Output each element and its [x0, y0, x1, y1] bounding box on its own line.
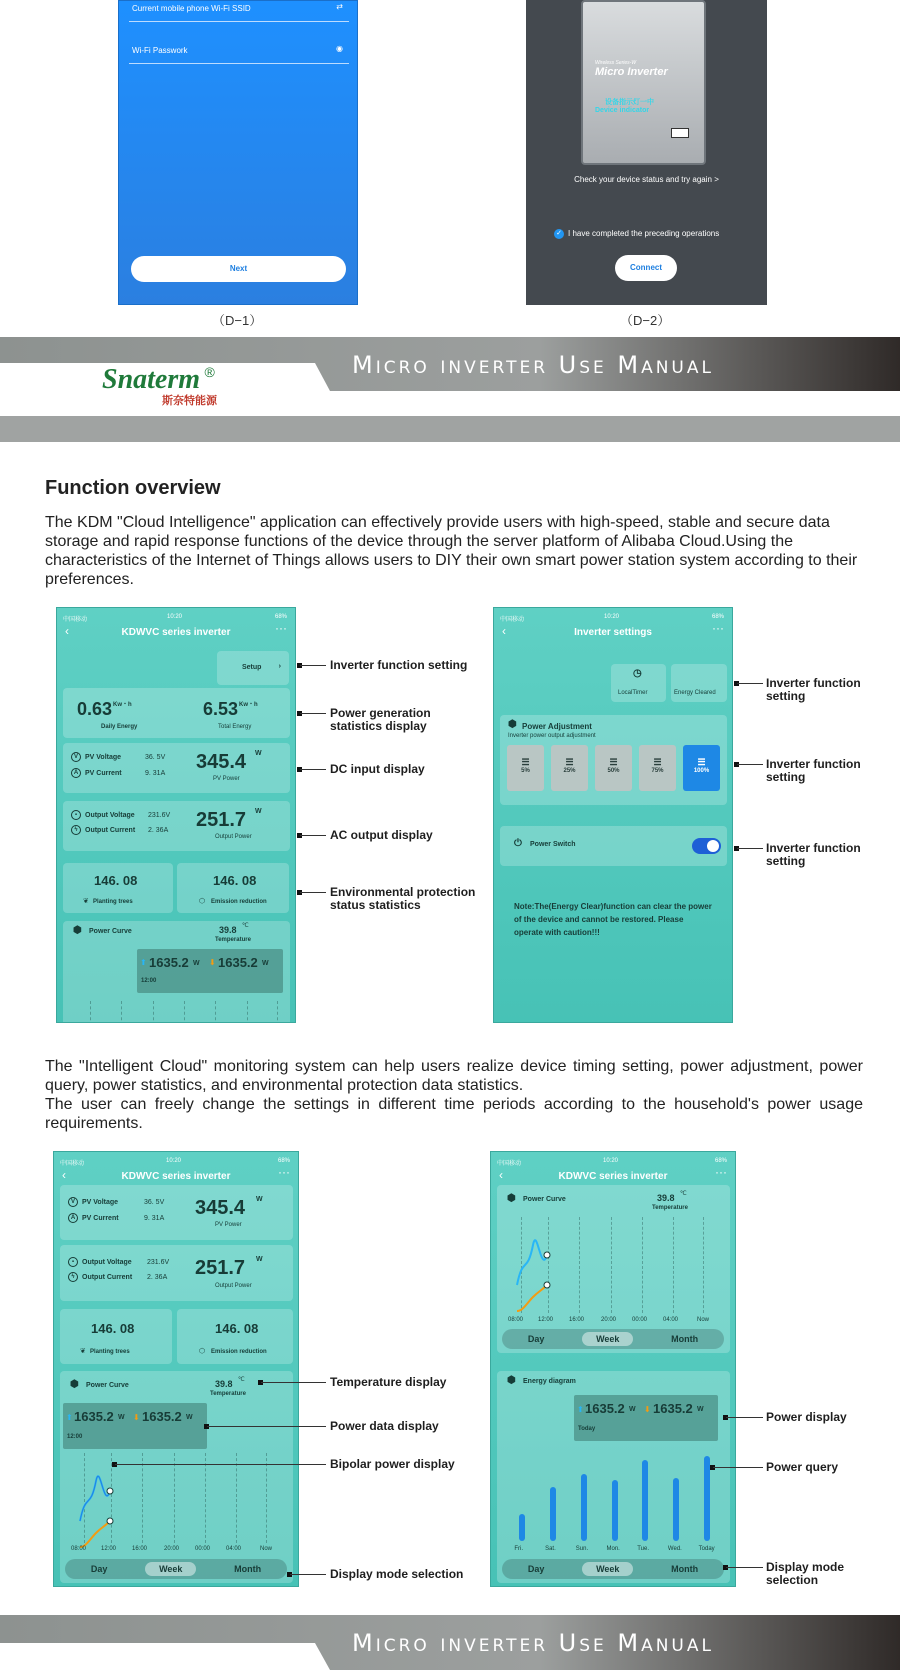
tick-label: Now: [260, 1546, 273, 1552]
setup-button[interactable]: [217, 651, 289, 685]
carrier: 中国移动: [63, 617, 88, 623]
callout-env: Environmental protection status statistics: [330, 885, 476, 912]
adjust-sub: Inverter power output adjustment: [508, 733, 596, 739]
out-power-value: 251.7: [195, 1257, 246, 1279]
pct-25[interactable]: ☰ 25%: [551, 745, 588, 791]
out-current-label: Output Current: [82, 1273, 133, 1281]
dc-card: [60, 1185, 293, 1240]
chevron-right-icon: ›: [278, 663, 281, 670]
qr-icon: [671, 128, 689, 138]
cube-icon: ⬢: [70, 1379, 79, 1390]
callout-line: [207, 1426, 326, 1427]
out-voltage-label: Output Voltage: [85, 811, 135, 819]
cube-icon: ⬢: [508, 719, 517, 730]
caption-d2: （D−2）: [620, 313, 671, 328]
more-icon[interactable]: ···: [275, 621, 287, 635]
back-icon[interactable]: ‹: [502, 624, 506, 638]
out-current-value: 2. 36A: [147, 1274, 168, 1281]
temp-value: 39.8: [657, 1193, 675, 1203]
power-toggle[interactable]: [692, 838, 721, 854]
pv-current-value: 9. 31A: [145, 770, 166, 777]
temp-unit: ℃: [680, 1191, 687, 1197]
pwd-field[interactable]: [129, 63, 349, 64]
energy-card: [63, 688, 290, 738]
voltage-icon: V: [71, 752, 81, 762]
setup-label: Setup: [242, 664, 262, 671]
energy-bar[interactable]: [581, 1474, 587, 1542]
power-data-box: [574, 1395, 718, 1441]
pv-power-label: PV Power: [213, 776, 240, 782]
battery: 68%: [277, 1158, 290, 1164]
pv-power-value: 345.4: [195, 1197, 246, 1219]
out-power-unit: W: [256, 1256, 263, 1263]
cube-icon: ⬢: [507, 1375, 516, 1386]
total-label: Total Energy: [218, 724, 252, 730]
clock: 10:20: [603, 1158, 619, 1164]
out-voltage-value: 231.6V: [148, 812, 171, 819]
confirm-checkbox[interactable]: ✓: [554, 229, 564, 239]
power-adjust-card: [500, 715, 727, 805]
energy-cleared-button[interactable]: [671, 664, 727, 702]
callout-inv-set-2c: Inverter function setting: [766, 841, 861, 868]
tick-label: 20:00: [601, 1317, 617, 1323]
energy-bar[interactable]: [673, 1478, 679, 1541]
callout-gen: Power generation statistics display: [330, 706, 431, 733]
temp-value: 39.8: [215, 1379, 233, 1389]
energy-bar[interactable]: [612, 1480, 618, 1541]
energy-bar[interactable]: [642, 1460, 648, 1541]
switch-label: Power Switch: [530, 841, 576, 848]
phone-settings: [493, 607, 733, 1023]
screen-d2: [526, 0, 767, 305]
confirm-label: I have completed the preceding operations: [568, 229, 720, 238]
callout-dc: DC input display: [330, 762, 425, 776]
tick-label: 08:00: [508, 1317, 524, 1323]
hex-icon: ⬡: [199, 1348, 206, 1355]
down-arrow-icon: ⬇: [133, 1413, 140, 1422]
tick-label: 16:00: [569, 1317, 585, 1323]
pw1-value: 1635.2: [74, 1409, 114, 1424]
hex-icon: ⬡: [199, 898, 206, 905]
emission-label: Emission reduction: [211, 1349, 267, 1355]
day-label: Sun.: [575, 1546, 589, 1552]
pw-time: 12:00: [141, 978, 157, 984]
callout-inv-set-2b: Inverter function setting: [766, 757, 861, 784]
pct-25-label: 25%: [563, 768, 576, 774]
cube-icon: ⬢: [507, 1193, 516, 1204]
curve-label: Power Curve: [523, 1196, 566, 1203]
callout-inv-set: Inverter function setting: [330, 658, 468, 672]
pct-75-label: 75%: [651, 768, 664, 774]
total-unit: Kw・h: [239, 702, 258, 708]
mode-day[interactable]: Day: [527, 1334, 545, 1344]
temp-unit: ℃: [238, 1377, 245, 1383]
out-current-label: Output Current: [85, 826, 136, 834]
callout-line: [737, 848, 763, 849]
callout-bipolar: Bipolar power display: [330, 1457, 455, 1471]
pv-current-value: 9. 31A: [144, 1215, 165, 1222]
mode-selector[interactable]: [502, 1559, 724, 1579]
callout-temp: Temperature display: [330, 1375, 447, 1389]
pv-power-value: 345.4: [196, 751, 247, 773]
bolt-icon: ϟ: [71, 825, 81, 835]
callout-line: [300, 769, 326, 770]
pv-current-label: PV Current: [82, 1214, 119, 1222]
clock-icon: ◷: [633, 668, 642, 679]
pwd-label: Wi-Fi Passwork: [132, 46, 188, 55]
callout-line: [290, 1574, 326, 1575]
daily-label: Daily Energy: [101, 724, 138, 730]
phone-title: KDWVC series inverter: [558, 1171, 668, 1182]
connect-button[interactable]: Connect: [615, 255, 677, 281]
carrier: 中国移动: [500, 617, 525, 623]
voltage-icon: V: [68, 1197, 78, 1207]
pw2-value: 1635.2: [142, 1409, 182, 1424]
out-current-row: [68, 1272, 132, 1282]
power-data-box: [63, 1403, 207, 1449]
more-icon[interactable]: ···: [712, 621, 724, 635]
inverter-image: [581, 0, 706, 165]
more-icon[interactable]: ···: [278, 1165, 290, 1179]
callout-ac: AC output display: [330, 828, 433, 842]
pct-100-label: 100%: [693, 768, 710, 774]
mode-month[interactable]: Month: [671, 1334, 699, 1344]
pw2-unit: W: [697, 1406, 704, 1413]
phone-title: KDWVC series inverter: [121, 627, 231, 638]
ssid-label: Current mobile phone Wi-Fi SSID: [132, 4, 251, 13]
mode-selector[interactable]: [502, 1329, 724, 1349]
logo-text: Snaterm: [102, 364, 201, 395]
pv-voltage-value: 36. 5V: [145, 754, 166, 761]
plug-icon: ▪: [71, 810, 81, 820]
leaf-icon: ❦: [83, 898, 89, 905]
callout-line: [300, 835, 326, 836]
pv-power-unit: W: [255, 750, 262, 757]
section-para1: The KDM "Cloud Intelligence" application can effectively provide users with high-speed, stable and secure data storage and rapid response functions of the device through the server platform of Alibaba Cloud.Using the characteristics of the Internet of Things allows users to DIY their own smart power station system according to their preferences.: [45, 514, 858, 588]
callout-line: [726, 1417, 763, 1418]
callout-line: [261, 1382, 326, 1383]
down-arrow-icon: ⬇: [209, 958, 216, 967]
energy-bar[interactable]: [550, 1487, 556, 1541]
inverter-cn-hint: 设备指示灯一中: [605, 99, 654, 106]
screen-d1: [118, 0, 358, 305]
curve-card: [63, 921, 290, 1023]
mode-day[interactable]: Day: [527, 1564, 545, 1574]
up-arrow-icon: ⬆: [577, 1405, 584, 1414]
power-icon: ⏻: [514, 838, 522, 849]
callout-line: [726, 1567, 763, 1568]
next-button[interactable]: Next: [131, 256, 346, 282]
pct-75[interactable]: ☰ 75%: [639, 745, 676, 791]
curve-card: [60, 1371, 293, 1583]
out-power-unit: W: [255, 808, 262, 815]
battery: 68%: [711, 614, 724, 620]
battery: 68%: [714, 1158, 727, 1164]
tick-label: 12:00: [101, 1546, 117, 1552]
callout-line: [115, 1464, 326, 1465]
pw2-unit: W: [262, 960, 269, 967]
callout-inv-set-2a: Inverter function setting: [766, 676, 861, 703]
section-heading: Function overview: [45, 477, 221, 499]
emission-card: [177, 863, 289, 913]
leaf-icon: ❦: [80, 1348, 86, 1355]
pw1-unit: W: [118, 1414, 125, 1421]
out-power-value: 251.7: [196, 809, 247, 831]
tick-label: 20:00: [164, 1546, 180, 1552]
tick-label: Now: [697, 1317, 710, 1323]
eye-icon[interactable]: ◉: [336, 44, 343, 53]
bipolar-curve: [76, 1451, 126, 1551]
today-label: Today: [578, 1426, 596, 1432]
pw1-unit: W: [629, 1406, 636, 1413]
check-status-link[interactable]: Check your device status and try again >: [574, 175, 719, 184]
day-label: Mon.: [606, 1546, 620, 1552]
tick-label: 04:00: [226, 1546, 242, 1552]
energy-diagram-card: [497, 1371, 730, 1583]
banner-title: Micro inverter Use Manual: [352, 1629, 714, 1657]
callout-mode: Display mode selection: [330, 1567, 464, 1581]
curve-card: [497, 1185, 730, 1353]
inverter-brand: Wireless Series-W: [595, 60, 637, 66]
pw2-unit: W: [186, 1414, 193, 1421]
banner-notch: [0, 1643, 330, 1670]
section-para2a: The "Intelligent Cloud" monitoring system can help users realize device timing setting, power adjustment, power query, power statistics, and environmental protection data statistics.: [45, 1058, 863, 1094]
callout-line: [300, 892, 326, 893]
emission-label: Emission reduction: [211, 899, 267, 905]
day-label: Sat.: [545, 1546, 556, 1552]
dc-card: [63, 743, 290, 793]
pct-5[interactable]: ☰ 5%: [507, 745, 544, 791]
pv-voltage-value: 36. 5V: [144, 1199, 165, 1206]
ac-card: [60, 1245, 293, 1301]
trees-label: Planting trees: [90, 1349, 130, 1355]
trees-card: [63, 863, 173, 913]
pv-current-row: [71, 768, 122, 778]
cube-icon: ⬢: [73, 925, 82, 936]
current-icon: A: [68, 1213, 78, 1223]
mode-week[interactable]: Week: [145, 1562, 196, 1576]
trees-label: Planting trees: [93, 899, 133, 905]
out-power-label: Output Power: [215, 1283, 252, 1289]
temp-unit: ℃: [242, 923, 249, 929]
day-label: Today: [698, 1546, 715, 1552]
daily-value: 0.63: [77, 699, 113, 719]
carrier: 中国移动: [60, 1161, 85, 1167]
phone-energy: [490, 1151, 736, 1587]
callout-pdisp: Power display: [766, 1410, 847, 1424]
clock: 10:20: [604, 614, 620, 620]
pct-50-label: 50%: [607, 768, 620, 774]
mode-day[interactable]: Day: [90, 1564, 108, 1574]
pw1-value: 1635.2: [585, 1401, 625, 1416]
bolt-icon: ϟ: [68, 1272, 78, 1282]
curve-label: Power Curve: [89, 928, 132, 935]
pv-voltage-row: [71, 752, 121, 762]
banner-title: Micro inverter Use Manual: [352, 351, 714, 379]
curve-label: Power Curve: [86, 1382, 129, 1389]
pct-100[interactable]: ☰ 100%: [683, 745, 720, 791]
tick-label: 16:00: [132, 1546, 148, 1552]
more-icon[interactable]: ···: [715, 1165, 727, 1179]
pv-voltage-row: [68, 1197, 118, 1207]
energy-bar[interactable]: [704, 1456, 710, 1542]
daily-unit: Kw・h: [113, 702, 132, 708]
energy-label: Energy diagram: [523, 1378, 576, 1385]
callout-pdata: Power data display: [330, 1419, 439, 1433]
caption-d1: （D−1）: [212, 313, 263, 328]
clock: 10:20: [166, 1158, 182, 1164]
mode-selector[interactable]: [65, 1559, 287, 1579]
grey-strip: [0, 416, 900, 442]
section-para2b: The user can freely change the settings in different time periods according to the household's power usage requirements.: [45, 1096, 863, 1132]
plug-icon: ▪: [68, 1257, 78, 1267]
pct-50[interactable]: ☰ 50%: [595, 745, 632, 791]
trees-value: 146. 08: [94, 873, 138, 888]
mode-month[interactable]: Month: [234, 1564, 262, 1574]
ac-card: [63, 801, 290, 851]
logo-mark: ®: [204, 364, 215, 380]
callout-line: [713, 1467, 763, 1468]
energy-bars: [507, 1451, 722, 1541]
emission-value: 146. 08: [215, 1321, 259, 1336]
mode-week[interactable]: Week: [582, 1332, 633, 1346]
day-label: Wed.: [667, 1546, 682, 1552]
bipolar-curve: [513, 1215, 563, 1315]
adjust-label: Power Adjustment: [522, 722, 592, 731]
pv-voltage-label: PV Voltage: [82, 1198, 119, 1206]
tick-label: 04:00: [663, 1317, 679, 1323]
logo: [102, 364, 217, 408]
local-timer-button[interactable]: [611, 664, 666, 702]
total-value: 6.53: [203, 699, 239, 719]
logo-cn: 斯奈特能源: [162, 395, 217, 407]
pv-current-row: [68, 1213, 119, 1223]
energy-bar[interactable]: [519, 1514, 525, 1541]
out-voltage-row: [68, 1257, 132, 1267]
emission-card: [177, 1309, 293, 1364]
current-icon: A: [71, 768, 81, 778]
phone-main: [56, 607, 296, 1023]
day-label: Tue.: [637, 1546, 649, 1552]
power-data-box: [137, 949, 283, 993]
temp-label: Temperature: [215, 937, 251, 943]
pw1-unit: W: [193, 960, 200, 967]
out-voltage-label: Output Voltage: [82, 1258, 132, 1266]
inverter-model: Micro Inverter: [595, 66, 668, 78]
tick-label: 08:00: [71, 1546, 87, 1552]
back-icon[interactable]: ‹: [65, 624, 69, 638]
pv-voltage-label: PV Voltage: [85, 753, 122, 761]
out-voltage-value: 231.6V: [147, 1259, 170, 1266]
callout-pquery: Power query: [766, 1460, 839, 1474]
pv-current-label: PV Current: [85, 769, 122, 777]
callout-mode-2: Display mode selection: [766, 1560, 845, 1587]
out-power-label: Output Power: [215, 834, 252, 840]
temp-value: 39.8: [219, 925, 237, 935]
clock: 10:20: [167, 614, 183, 620]
phone-title: KDWVC series inverter: [121, 1171, 231, 1182]
callout-line: [737, 764, 763, 765]
ssid-field[interactable]: [129, 21, 349, 22]
up-arrow-icon: ⬆: [140, 958, 147, 967]
settings-title: Inverter settings: [574, 627, 652, 638]
out-current-value: 2. 36A: [148, 827, 169, 834]
pw2-value: 1635.2: [218, 955, 258, 970]
wifi-swap-icon[interactable]: ⇄: [336, 2, 343, 11]
settings-note: Note:The(Energy Clear)function can clear the power of the device and cannot be restored. Please operate with caution!!!: [514, 902, 712, 937]
out-voltage-row: [71, 810, 135, 820]
callout-line: [300, 713, 326, 714]
emission-value: 146. 08: [213, 873, 257, 888]
trees-value: 146. 08: [91, 1321, 135, 1336]
back-icon[interactable]: ‹: [499, 1168, 503, 1182]
battery: 68%: [274, 614, 287, 620]
pw2-value: 1635.2: [653, 1401, 693, 1416]
down-arrow-icon: ⬇: [644, 1405, 651, 1414]
cleared-label: Energy Cleared: [674, 690, 716, 696]
callout-line: [300, 665, 326, 666]
pct-5-label: 5%: [521, 768, 530, 774]
out-current-row: [71, 825, 135, 835]
power-switch-card: [500, 826, 727, 866]
carrier: 中国移动: [497, 1161, 522, 1167]
pv-power-unit: W: [256, 1196, 263, 1203]
tick-label: 00:00: [195, 1546, 211, 1552]
mode-month[interactable]: Month: [671, 1564, 699, 1574]
pw-time: 12:00: [67, 1434, 83, 1440]
device-indicator-label: Device indicator: [595, 107, 650, 114]
up-arrow-icon: ⬆: [66, 1413, 73, 1422]
temp-label: Temperature: [210, 1391, 246, 1397]
trees-card: [60, 1309, 172, 1364]
tick-label: 00:00: [632, 1317, 648, 1323]
timer-label: LocalTimer: [618, 690, 648, 696]
tick-label: 12:00: [538, 1317, 554, 1323]
callout-line: [737, 683, 763, 684]
day-label: Fri.: [514, 1546, 524, 1552]
phone-monitor: [53, 1151, 299, 1587]
temp-label: Temperature: [652, 1205, 688, 1211]
pw1-value: 1635.2: [149, 955, 189, 970]
back-icon[interactable]: ‹: [62, 1168, 66, 1182]
mode-week[interactable]: Week: [582, 1562, 633, 1576]
pv-power-label: PV Power: [215, 1222, 242, 1228]
